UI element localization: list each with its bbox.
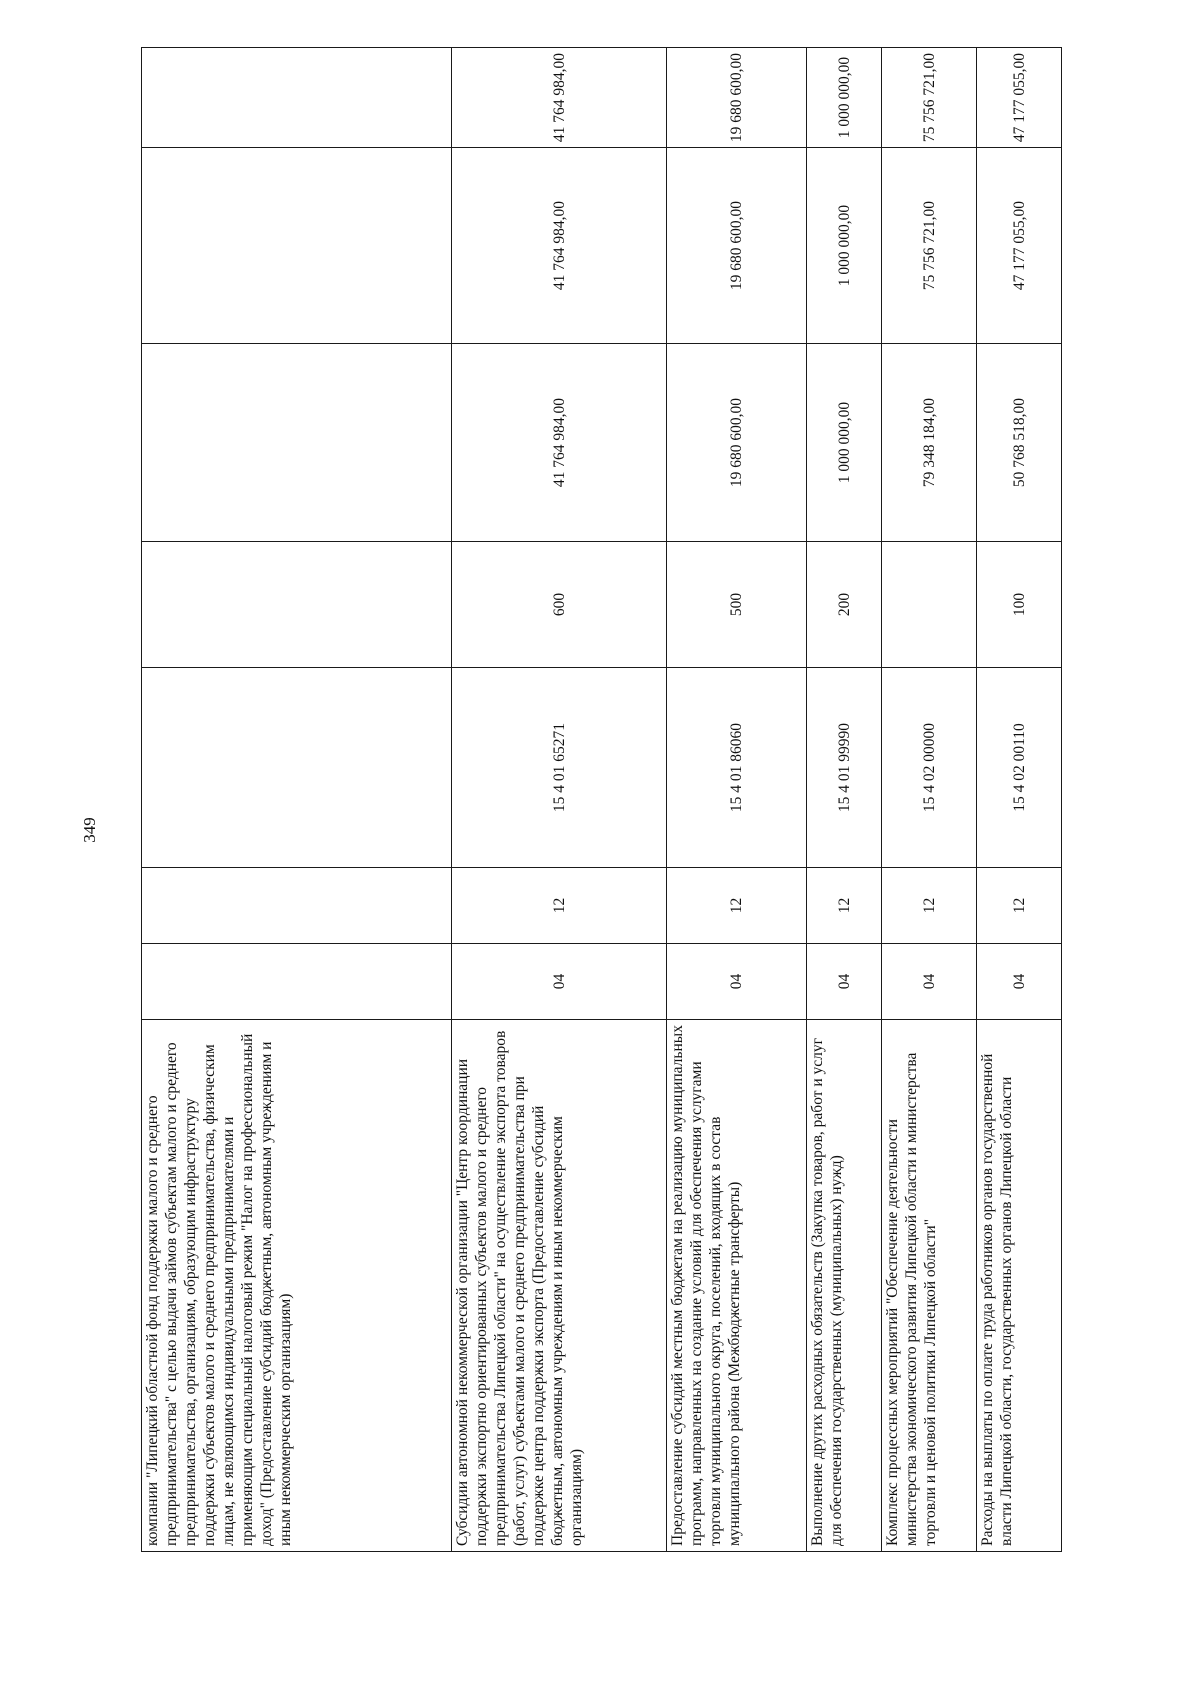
sum-year-1: 50 768 518,00	[977, 344, 1062, 542]
sum-year-1: 41 764 984,00	[452, 344, 667, 542]
sum-year-2: 47 177 055,00	[977, 148, 1062, 344]
table-row	[807, 48, 882, 1552]
row-name: Выполнение других расходных обязательств (Закупка товаров, работ и услуг для обеспечения государственных (муниципальных) нужд)	[807, 1020, 882, 1552]
row-name: Расходы на выплаты по оплате труда работников органов государственной власти Липецкой области, государственных органов Липецкой области	[977, 1020, 1062, 1552]
sum-year-3: 41 764 984,00	[452, 48, 667, 148]
sum-year-3: 19 680 600,00	[667, 48, 807, 148]
budget-table-container	[141, 48, 1200, 1546]
subsection-code	[142, 868, 452, 944]
ministry-code	[142, 944, 452, 1020]
expense-type-code	[882, 542, 977, 668]
row-name: Субсидии автономной некоммерческой организации "Центр координации поддержки экспортно ориентированных субъектов малого и среднего предпринимательства Липецкой области" на осуществление экспорта товаров (работ, услуг) субъектами малого и среднего предпринимательства при поддержке центра поддержки экспорта (Предоставление субсидий бюджетным, автономным учреждениям и иным некоммерческим организациям)	[452, 1020, 667, 1552]
expense-type-code: 200	[807, 542, 882, 668]
sum-year-2: 19 680 600,00	[667, 148, 807, 344]
sum-year-3: 1 000 000,00	[807, 48, 882, 148]
sum-year-3	[142, 48, 452, 148]
row-name: Комплекс процессных мероприятий "Обеспечение деятельности министерства экономического развития Липецкой области и министерства торговли и ценовой политики Липецкой области"	[882, 1020, 977, 1552]
ministry-code: 04	[807, 944, 882, 1020]
ministry-code: 04	[977, 944, 1062, 1020]
sum-year-3: 47 177 055,00	[977, 48, 1062, 148]
expense-type-code: 100	[977, 542, 1062, 668]
sum-year-3: 75 756 721,00	[882, 48, 977, 148]
target-article-code	[142, 668, 452, 868]
page-number: 349	[80, 817, 99, 843]
target-article-code: 15 4 01 86060	[667, 668, 807, 868]
table-row	[882, 48, 977, 1552]
table-row	[667, 48, 807, 1552]
subsection-code: 12	[882, 868, 977, 944]
ministry-code: 04	[882, 944, 977, 1020]
row-name: Предоставление субсидий местным бюджетам на реализацию муниципальных программ, направленных на создание условий для обеспечения услугами торговли муниципального округа, поселений, входящих в состав муниципального района (Межбюджетные трансферты)	[667, 1020, 807, 1552]
budget-table	[141, 47, 1062, 1552]
table-row	[452, 48, 667, 1552]
subsection-code: 12	[667, 868, 807, 944]
subsection-code: 12	[452, 868, 667, 944]
ministry-code: 04	[452, 944, 667, 1020]
sum-year-2	[142, 148, 452, 344]
target-article-code: 15 4 02 00000	[882, 668, 977, 868]
subsection-code: 12	[977, 868, 1062, 944]
sum-year-2: 75 756 721,00	[882, 148, 977, 344]
sum-year-2: 41 764 984,00	[452, 148, 667, 344]
expense-type-code: 600	[452, 542, 667, 668]
sum-year-1: 1 000 000,00	[807, 344, 882, 542]
sum-year-2: 1 000 000,00	[807, 148, 882, 344]
sum-year-1	[142, 344, 452, 542]
sum-year-1: 79 348 184,00	[882, 344, 977, 542]
target-article-code: 15 4 01 99990	[807, 668, 882, 868]
expense-type-code	[142, 542, 452, 668]
table-row	[142, 48, 452, 1552]
table-row	[977, 48, 1062, 1552]
subsection-code: 12	[807, 868, 882, 944]
sum-year-1: 19 680 600,00	[667, 344, 807, 542]
target-article-code: 15 4 01 65271	[452, 668, 667, 868]
ministry-code: 04	[667, 944, 807, 1020]
row-name: компании "Липецкий областной фонд поддержки малого и среднего предпринимательства" с целью выдачи займов субъектам малого и среднего предпринимательства, организациям, образующим инфраструктуру поддержки субъектов малого и среднего предпринимательства, физическим лицам, не являющимся индивидуальными предпринимателями и применяющим специальный налоговый режим "Налог на профессиональный доход" (Предоставление субсидий бюджетным, автономным учреждениям и иным некоммерческим организациям)	[142, 1020, 452, 1552]
expense-type-code: 500	[667, 542, 807, 668]
target-article-code: 15 4 02 00110	[977, 668, 1062, 868]
